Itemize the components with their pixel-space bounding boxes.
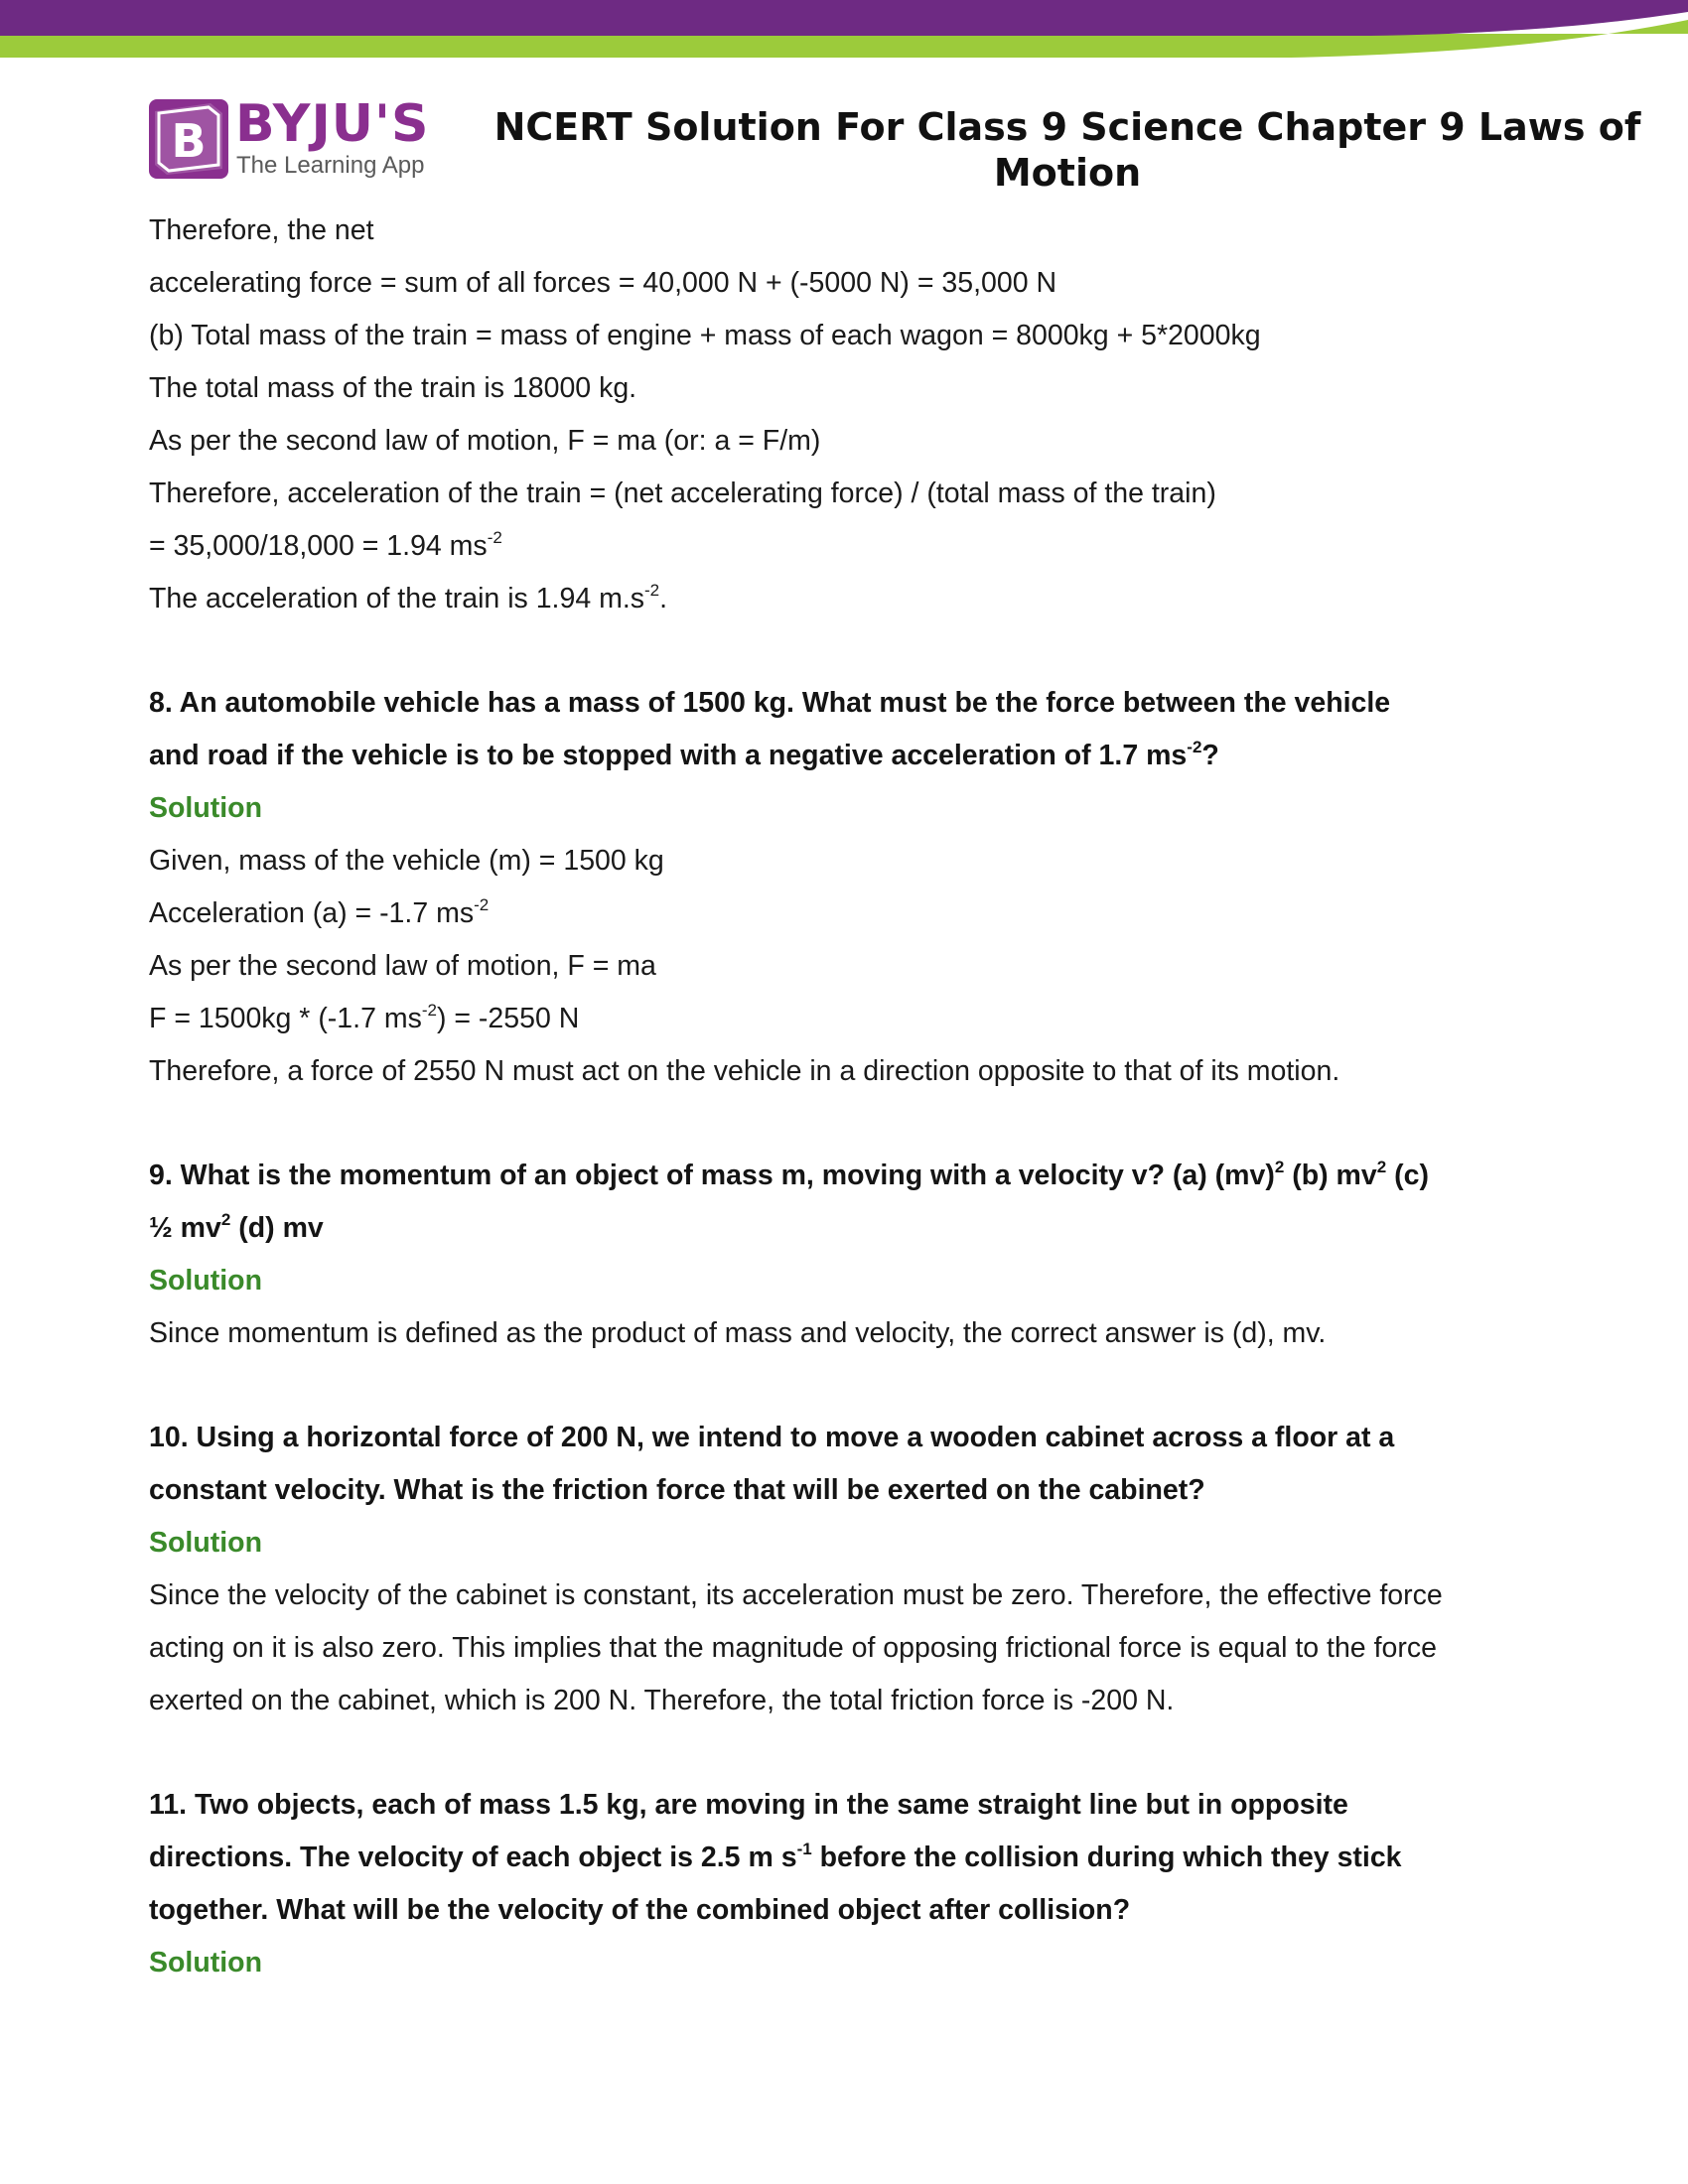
solution-8-line-3: As per the second law of motion, F = ma	[149, 950, 656, 982]
logo-brand-name: BYJU'S	[235, 94, 430, 154]
exponent: -2	[644, 581, 660, 600]
intro-line-7-text: = 35,000/18,000 = 1.94 ms	[149, 530, 488, 562]
solution-10-line-2: acting on it is also zero. This implies that the magnitude of opposing frictional force is equal to the force	[149, 1632, 1437, 1664]
question-9-line-1-mid: (b) mv	[1284, 1160, 1377, 1191]
exponent: 2	[220, 1210, 231, 1229]
question-8	[149, 677, 1559, 1098]
exponent: 2	[1274, 1158, 1285, 1176]
header-color-band	[0, 0, 1688, 62]
question-11-line-1: 11. Two objects, each of mass 1.5 kg, are moving in the same straight line but in opposite	[149, 1789, 1348, 1821]
question-9-line-2-end: (d) mv	[230, 1212, 324, 1244]
question-8-line-1: 8. An automobile vehicle has a mass of 1500 kg. What must be the force between the vehicle	[149, 687, 1391, 719]
intro-line-8	[149, 573, 1559, 625]
question-9	[149, 1150, 1559, 1360]
byjus-logo-icon	[149, 99, 228, 179]
question-9-line-2-text: ½ mv	[149, 1212, 221, 1244]
intro-line-5: As per the second law of motion, F = ma (or: a = F/m)	[149, 425, 821, 457]
solution-8-line-2-text: Acceleration (a) = -1.7 ms	[149, 897, 475, 929]
question-9-line-2	[149, 1202, 1559, 1255]
document-body	[149, 205, 1559, 1989]
question-10-line-2: constant velocity. What is the friction force that will be exerted on the cabinet?	[149, 1474, 1205, 1506]
solution-label-11: Solution	[149, 1947, 262, 1979]
exponent: -2	[1187, 738, 1202, 756]
byjus-logo	[149, 94, 447, 184]
exponent: -2	[487, 528, 502, 547]
intro-line-7	[149, 520, 1559, 573]
intro-line-6: Therefore, acceleration of the train = (net accelerating force) / (total mass of the train)	[149, 478, 1216, 509]
question-11-line-3: together. What will be the velocity of the combined object after collision?	[149, 1894, 1131, 1926]
logo-tagline: The Learning App	[236, 152, 425, 179]
intro-line-8-text: The acceleration of the train is 1.94 m.s	[149, 583, 645, 614]
question-8-line-2	[149, 730, 1559, 782]
solution-label-9: Solution	[149, 1265, 262, 1297]
question-10-line-1: 10. Using a horizontal force of 200 N, we intend to move a wooden cabinet across a floor at a	[149, 1422, 1395, 1453]
exponent: -1	[796, 1840, 812, 1858]
intro-section	[149, 205, 1559, 625]
question-11-line-2-text: directions. The velocity of each object is 2.5 m s	[149, 1842, 797, 1873]
exponent: 2	[1376, 1158, 1387, 1176]
question-10	[149, 1412, 1559, 1727]
page-title: NCERT Solution For Class 9 Science Chapter 9 Laws of Motion	[493, 105, 1641, 195]
intro-line-8-end: .	[659, 583, 668, 614]
solution-8-line-4-end: ) = -2550 N	[436, 1003, 580, 1034]
solution-10-line-1: Since the velocity of the cabinet is constant, its acceleration must be zero. Therefore, the effective force	[149, 1579, 1443, 1611]
solution-label-10: Solution	[149, 1527, 262, 1559]
solution-8-line-4	[149, 993, 1559, 1045]
question-9-line-1-text: 9. What is the momentum of an object of mass m, moving with a velocity v? (a) (mv)	[149, 1160, 1275, 1191]
intro-line-2: accelerating force = sum of all forces = 40,000 N + (-5000 N) = 35,000 N	[149, 267, 1057, 299]
document-header	[149, 94, 1648, 204]
question-11	[149, 1779, 1559, 1989]
solution-8-line-4-text: F = 1500kg * (-1.7 ms	[149, 1003, 422, 1034]
exponent: -2	[421, 1001, 437, 1020]
solution-8-line-1: Given, mass of the vehicle (m) = 1500 kg	[149, 845, 664, 877]
intro-line-4: The total mass of the train is 18000 kg.	[149, 372, 637, 404]
question-9-line-1-end: (c)	[1386, 1160, 1429, 1191]
solution-10-line-3: exerted on the cabinet, which is 200 N. Therefore, the total friction force is -200 N.	[149, 1685, 1175, 1716]
intro-line-1: Therefore, the net	[149, 214, 374, 246]
exponent: -2	[474, 895, 490, 914]
question-11-line-2-end: before the collision during which they stick	[811, 1842, 1402, 1873]
solution-9-line-1: Since momentum is defined as the product of mass and velocity, the correct answer is (d), mv.	[149, 1317, 1327, 1349]
logo-mark-letter: B	[171, 114, 207, 168]
question-8-line-2-end: ?	[1201, 740, 1219, 771]
solution-8-line-5: Therefore, a force of 2550 N must act on the vehicle in a direction opposite to that of its motion.	[149, 1055, 1340, 1087]
question-9-line-1	[149, 1150, 1559, 1202]
solution-label-8: Solution	[149, 792, 262, 824]
solution-8-line-2	[149, 887, 1559, 940]
intro-line-3: (b) Total mass of the train = mass of engine + mass of each wagon = 8000kg + 5*2000kg	[149, 320, 1261, 351]
question-11-line-2	[149, 1832, 1559, 1884]
question-8-line-2-text: and road if the vehicle is to be stopped with a negative acceleration of 1.7 ms	[149, 740, 1188, 771]
